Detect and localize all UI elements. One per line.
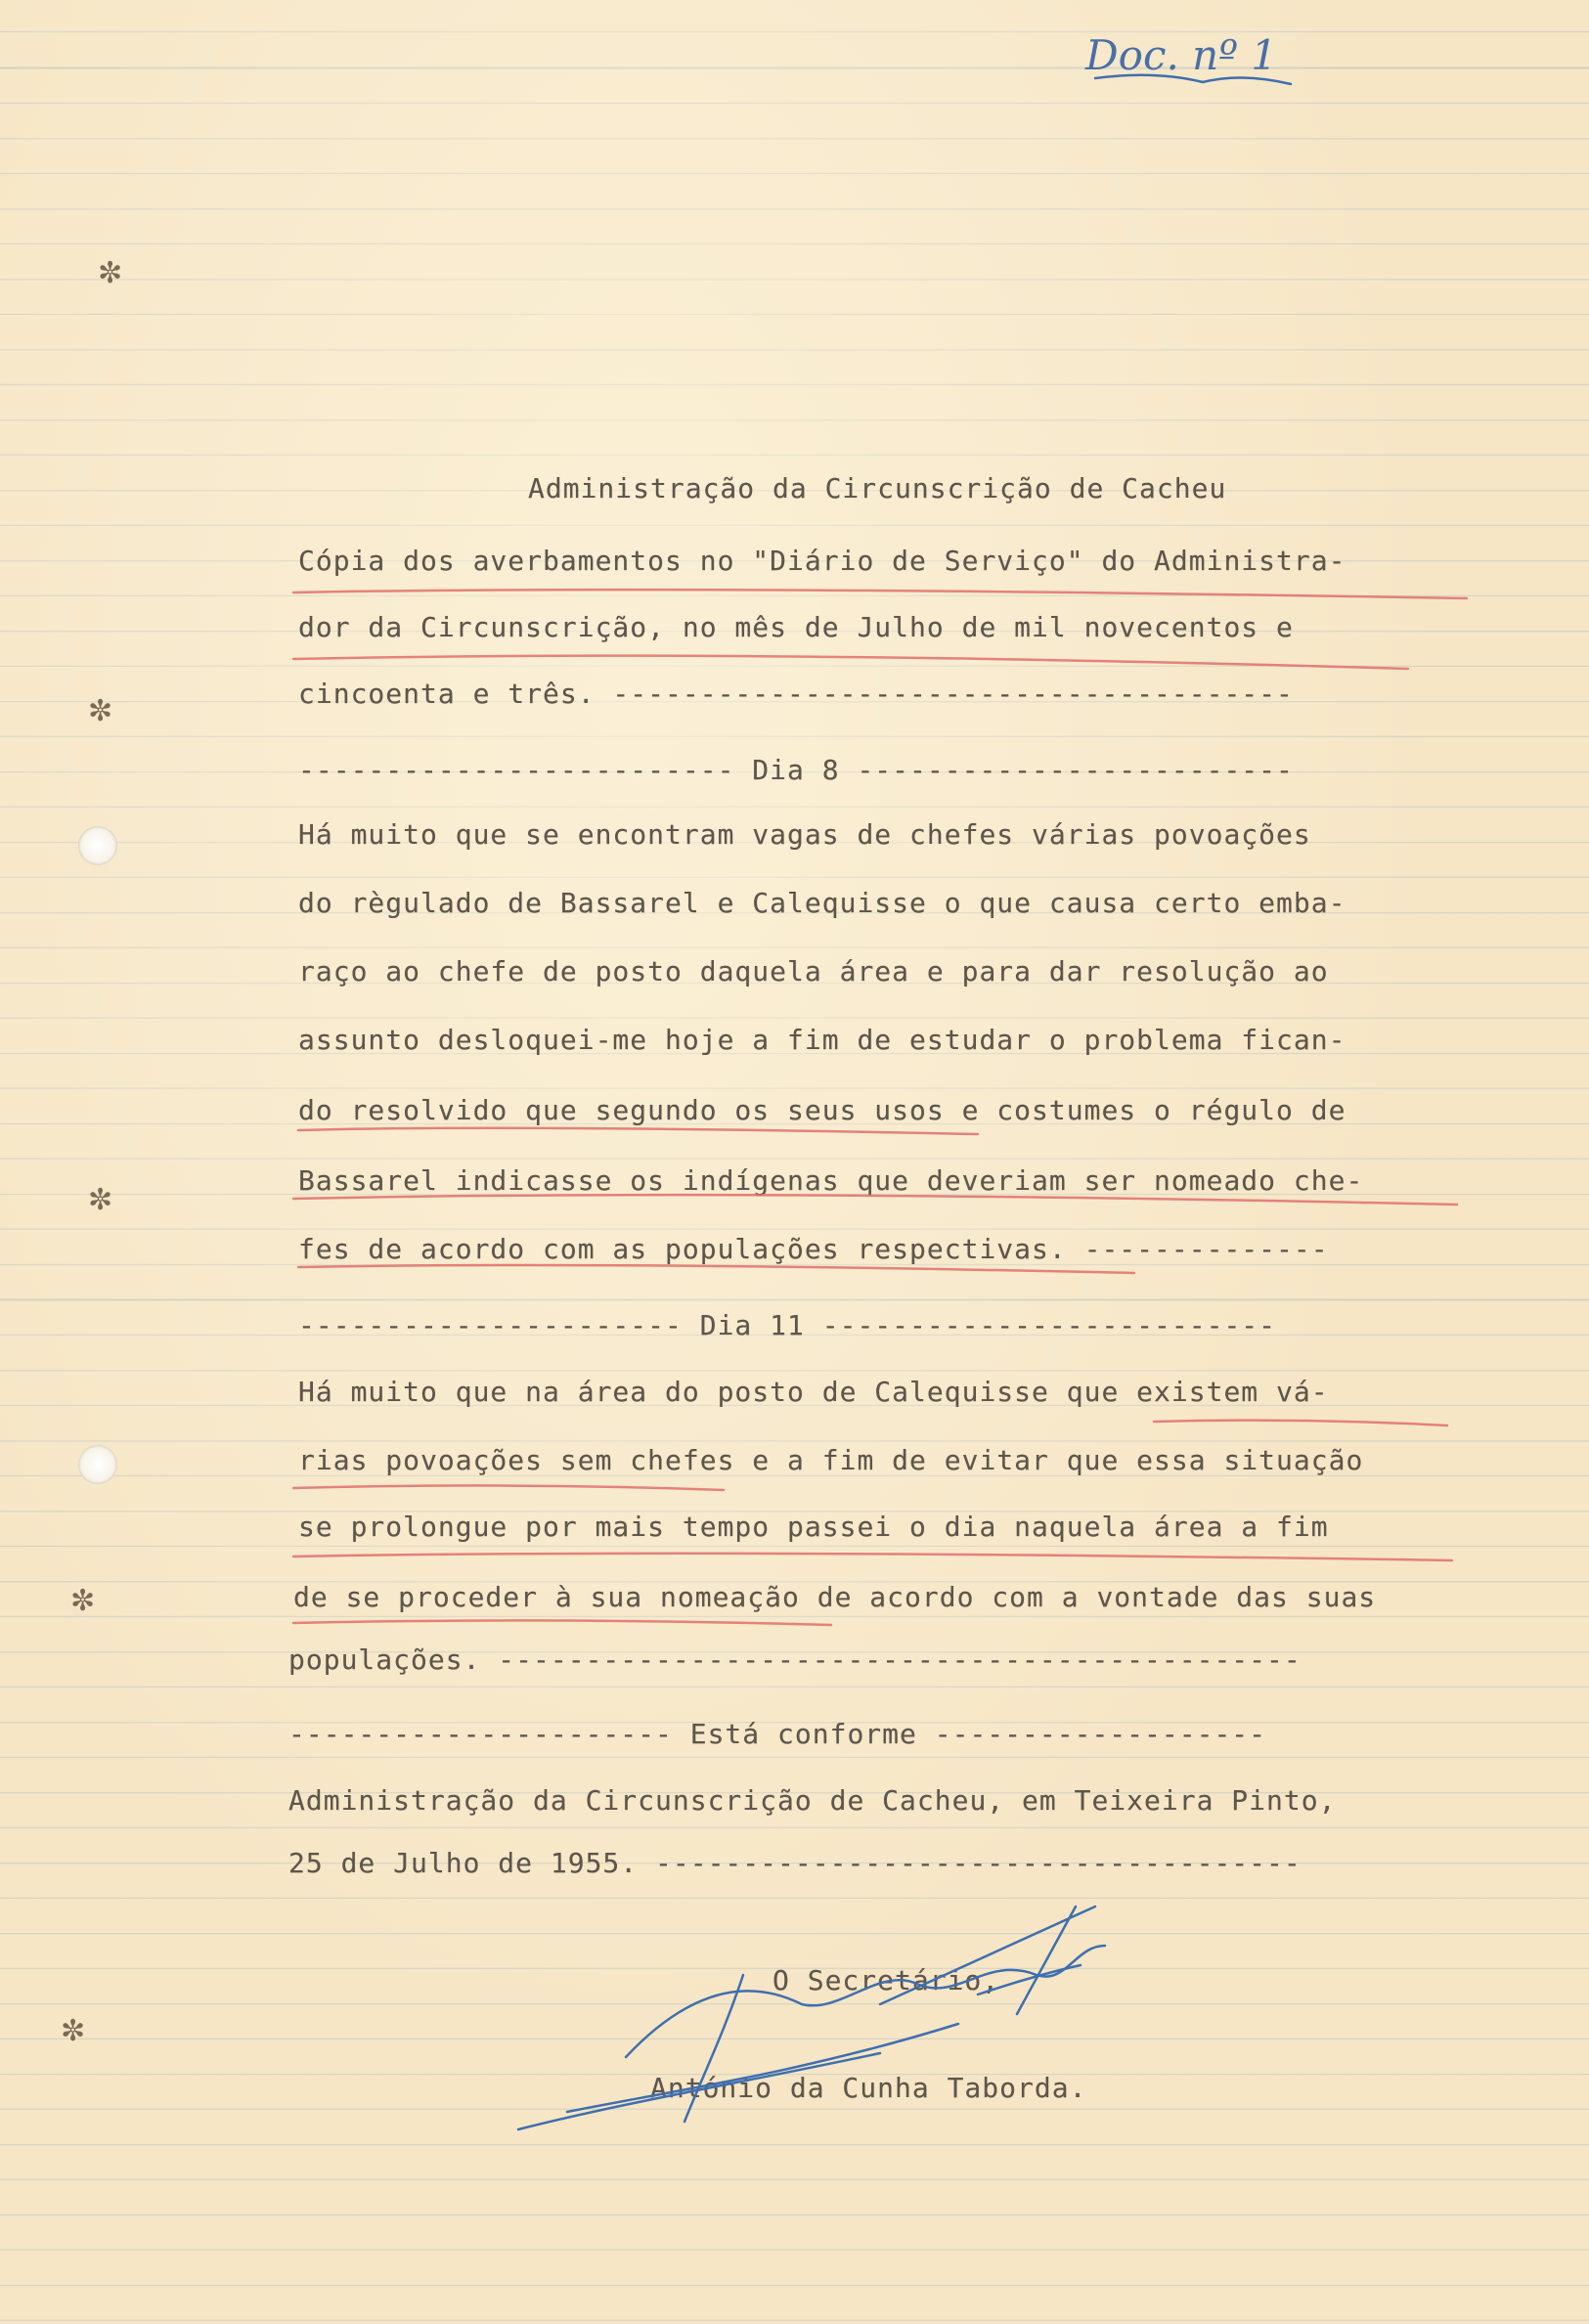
entry-line: Há muito que na área do posto de Calequisse que existem vá- — [298, 1376, 1329, 1408]
punch-mark-icon: ✼ — [70, 1584, 96, 1618]
entry-line: populações. ---------------------------------------------- — [288, 1644, 1302, 1676]
day-8-heading: ------------------------- Dia 8 ------------------------- — [298, 754, 1294, 786]
entry-line: Bassarel indicasse os indígenas que deveriam ser nomeado che- — [298, 1164, 1364, 1197]
intro-line: cincoenta e três. --------------------------------------- — [298, 678, 1294, 710]
entry-line: raço ao chefe de posto daquela área e para dar resolução ao — [298, 955, 1329, 987]
intro-line: Cópia dos averbamentos no "Diário de Serviço" do Administra- — [298, 545, 1346, 577]
handwritten-signature — [518, 75, 1291, 2129]
red-pencil-underlines — [293, 590, 1467, 1625]
entry-line: fes de acordo com as populações respectivas. -------------- — [298, 1233, 1329, 1265]
entry-line: do règulado de Bassarel e Calequisse o que causa certo emba- — [298, 887, 1346, 919]
punch-mark-icon: ✼ — [88, 694, 113, 728]
entry-line: Há muito que se encontram vagas de chefes várias povoações — [298, 818, 1311, 851]
punch-mark-icon: ✼ — [61, 2014, 86, 2048]
signer-name: António da Cunha Taborda. — [650, 2072, 1087, 2104]
entry-line: de se proceder à sua nomeação de acordo com a vontade das suas — [293, 1581, 1377, 1613]
entry-line: do resolvido que segundo os seus usos e costumes o régulo de — [298, 1094, 1346, 1126]
day-11-heading: ---------------------- Dia 11 -------------------------- — [298, 1309, 1277, 1341]
conformity-line: ---------------------- Está conforme ------------------- — [288, 1718, 1267, 1750]
signer-title: O Secretário, — [772, 1964, 1000, 1996]
punch-mark-icon: ✼ — [88, 1183, 113, 1217]
entry-line: rias povoações sem chefes e a fim de evitar que essa situação — [298, 1444, 1364, 1476]
entry-line: se prolongue por mais tempo passei o dia naquela área a fim — [298, 1511, 1329, 1543]
entry-line: assunto desloquei-me hoje a fim de estudar o problema fican- — [298, 1024, 1346, 1056]
intro-line: dor da Circunscrição, no mês de Julho de mil novecentos e — [298, 611, 1294, 643]
place-date-line: 25 de Julho de 1955. ------------------------------------- — [288, 1847, 1302, 1879]
punch-mark-icon: ✼ — [98, 256, 123, 290]
doc-number-annotation: Doc. nº 1 — [1085, 31, 1278, 79]
document-heading: Administração da Circunscrição de Cacheu — [528, 472, 1227, 504]
place-date-line: Administração da Circunscrição de Cacheu, em Teixeira Pinto, — [288, 1784, 1337, 1817]
